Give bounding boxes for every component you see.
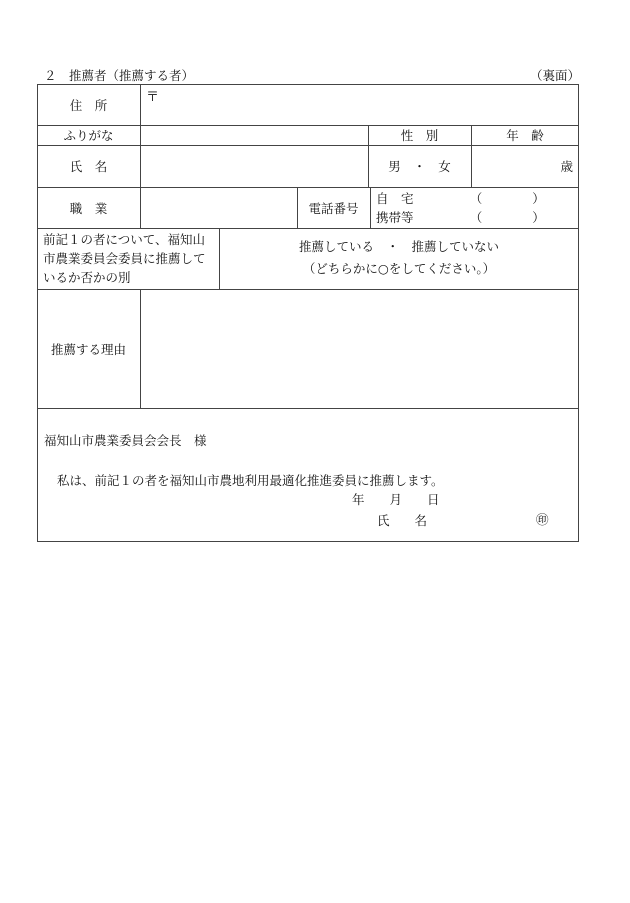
- recommend-question: 前記１の者について、福知山市農業委員会委員に推薦しているか否かの別: [43, 232, 206, 285]
- recommend-options[interactable]: 推薦している ・ 推薦していない: [298, 239, 499, 254]
- row-divider: [37, 228, 579, 229]
- declaration-date[interactable]: 年 月 日: [352, 492, 440, 507]
- seal-mark: ㊞: [536, 512, 549, 527]
- addressee: 福知山市農業委員会会長 様: [44, 433, 207, 448]
- section-title: ２ 推薦者（推薦する者）: [44, 68, 195, 83]
- furigana-field[interactable]: [141, 126, 367, 145]
- occupation-field[interactable]: [141, 188, 297, 228]
- recommend-note: （どちらかに○をしてください。）: [302, 261, 496, 276]
- postal-mark: 〒: [146, 90, 160, 105]
- signer-label: 氏 名: [377, 513, 428, 528]
- reason-label: 推薦する理由: [50, 341, 126, 357]
- phone-home-field[interactable]: 自 宅 （ ）: [376, 191, 545, 206]
- signer-field[interactable]: [440, 509, 530, 527]
- name-label: 氏 名: [69, 159, 108, 174]
- row-divider: [37, 408, 579, 409]
- declaration-statement: 私は、前記１の者を福知山市農地利用最適化推進委員に推薦します。: [57, 473, 444, 488]
- furigana-label: ふりがな: [63, 128, 114, 143]
- phone-label: 電話番号: [308, 200, 359, 216]
- age-label: 年 齢: [506, 128, 544, 143]
- address-label: 住 所: [69, 97, 108, 113]
- age-field[interactable]: [471, 145, 579, 187]
- page-side-label: （裏面）: [530, 68, 581, 83]
- gender-options[interactable]: 男 ・ 女: [388, 159, 451, 174]
- reason-field[interactable]: [141, 290, 579, 408]
- col-divider: [370, 187, 371, 228]
- occupation-label: 職 業: [69, 200, 108, 216]
- name-field[interactable]: [141, 146, 367, 187]
- phone-mobile-field[interactable]: 携帯等 （ ）: [376, 210, 545, 225]
- age-unit: 歳: [560, 159, 573, 174]
- gender-label: 性 別: [400, 128, 439, 143]
- address-field[interactable]: [160, 86, 576, 123]
